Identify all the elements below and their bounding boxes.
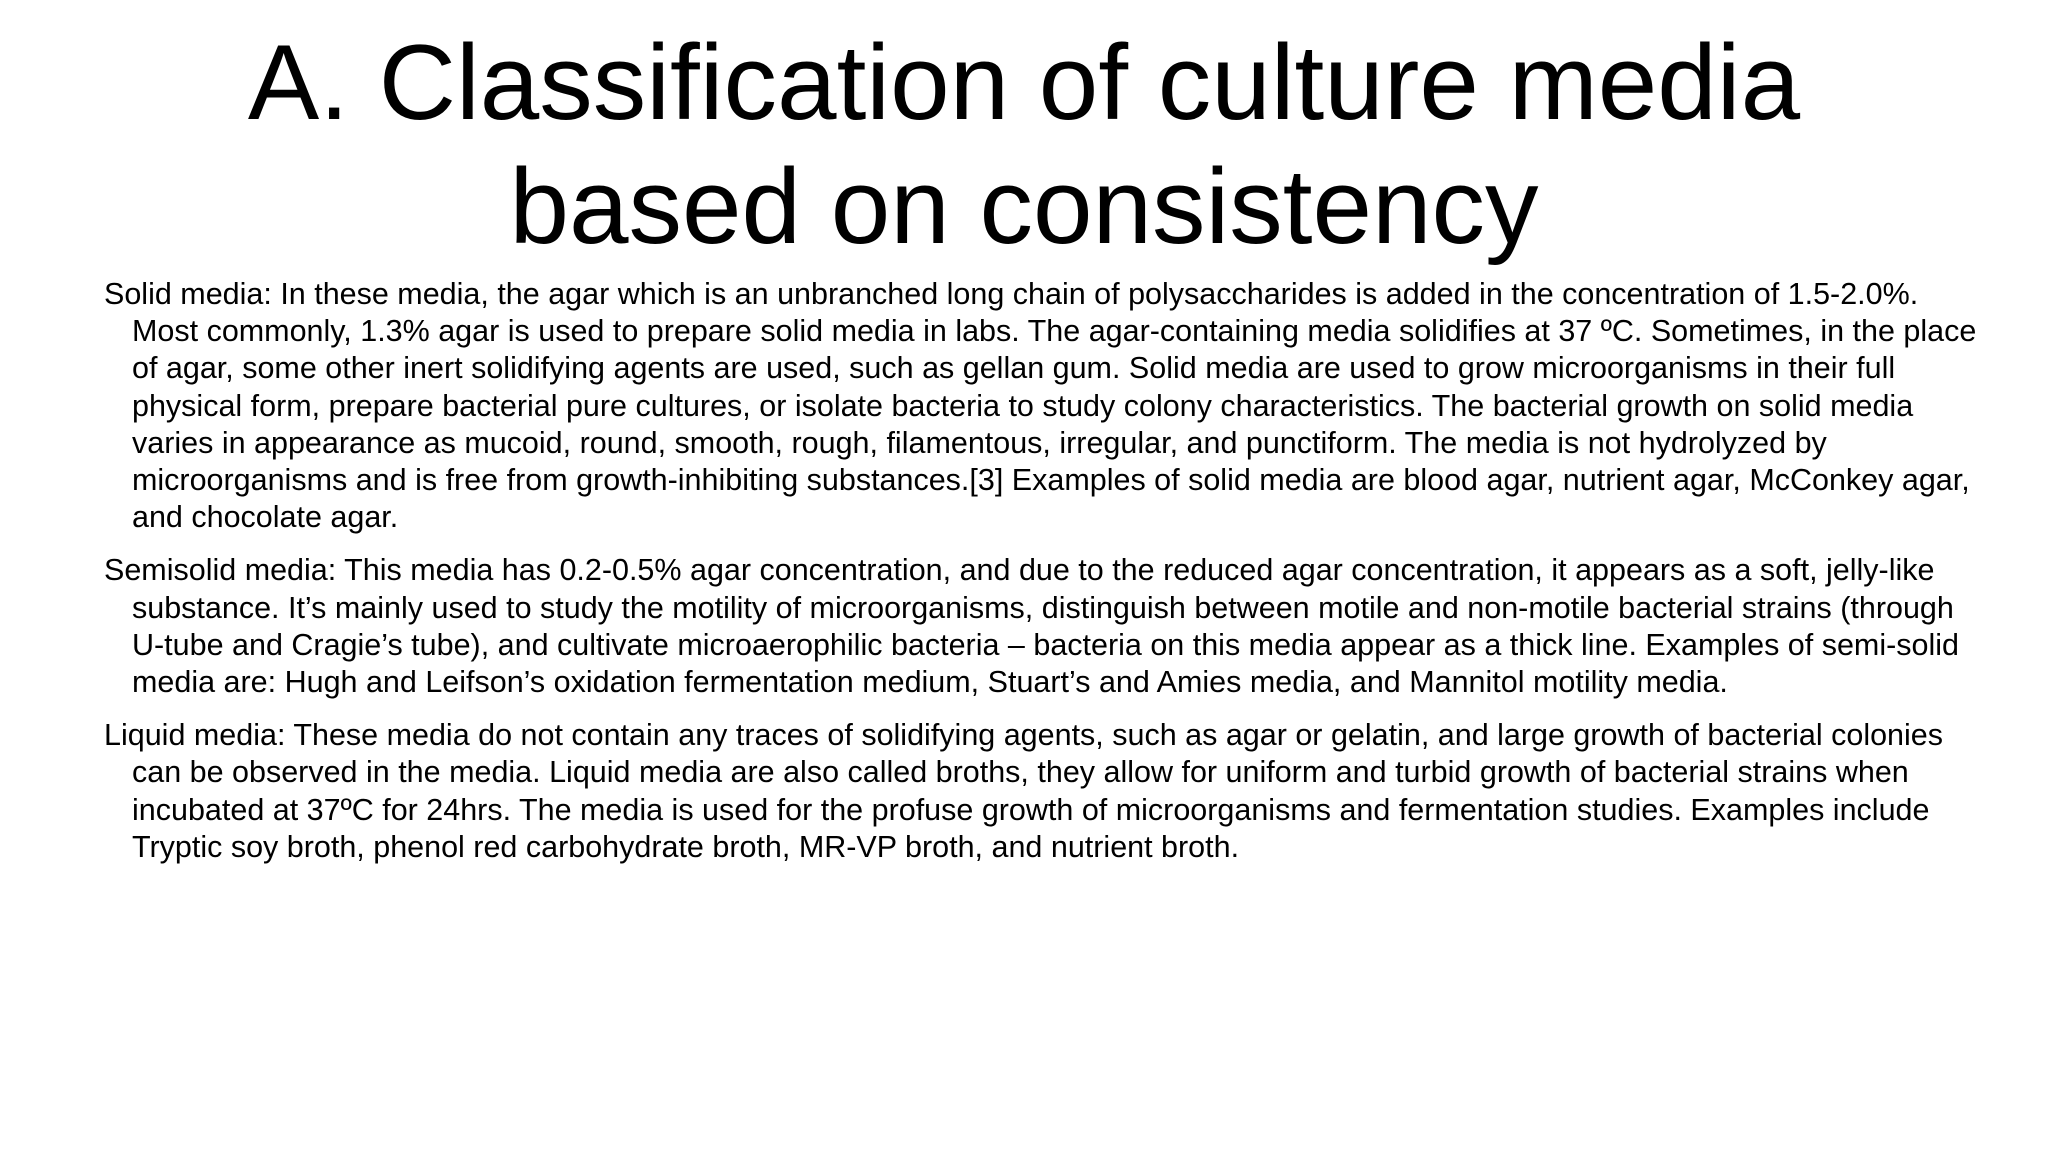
paragraph-semisolid-media: Semisolid media: This media has 0.2-0.5% agar concentration, and due to the reduced agar concentration, it appears as a soft, jelly-like substance. It’s mainly used to study the motility of microorganisms, distinguish between motile and non-motile bacterial strains (through U-tube and Cragie’s tube), and cultivate microaerophilic bacteria – bacteria on this media appear as a thick line. Examples of semi-solid media are: Hugh and Leifson’s oxidation fermentation medium, Stuart’s and Amies media, and Mannitol motility media. xyxy=(104,553,1959,700)
paragraph-solid-media: Solid media: In these media, the agar which is an unbranched long chain of polysaccharides is added in the concentration of 1.5-2.0%. Most commonly, 1.3% agar is used to prepare solid media in labs. The agar-containing media solidifies at 37 ºC. Sometimes, in the place of agar, some other inert solidifying agents are used, such as gellan gum. Solid media are used to grow microorganisms in their full physical form, prepare bacterial pure cultures, or isolate bacteria to study colony characteristics. The bacterial growth on solid media varies in appearance as mucoid, round, smooth, rough, filamentous, irregular, and punctiform. The media is not hydrolyzed by microorganisms and is free from growth-inhibiting substances.[3] Examples of solid media are blood agar, nutrient agar, McConkey agar, and chocolate agar. xyxy=(104,277,1977,535)
paragraph-liquid-media: Liquid media: These media do not contain any traces of solidifying agents, such as agar or gelatin, and large growth of bacterial colonies can be observed in the media. Liquid media are also called broths, they allow for uniform and turbid growth of bacterial strains when incubated at 37ºC for 24hrs. The media is used for the profuse growth of microorganisms and fermentation studies. Examples include Tryptic soy broth, phenol red carbohydrate broth, MR-VP broth, and nutrient broth. xyxy=(104,718,1944,864)
slide-title: A. Classification of culture media based on consistency xyxy=(247,22,1801,266)
slide-body xyxy=(104,276,1984,882)
